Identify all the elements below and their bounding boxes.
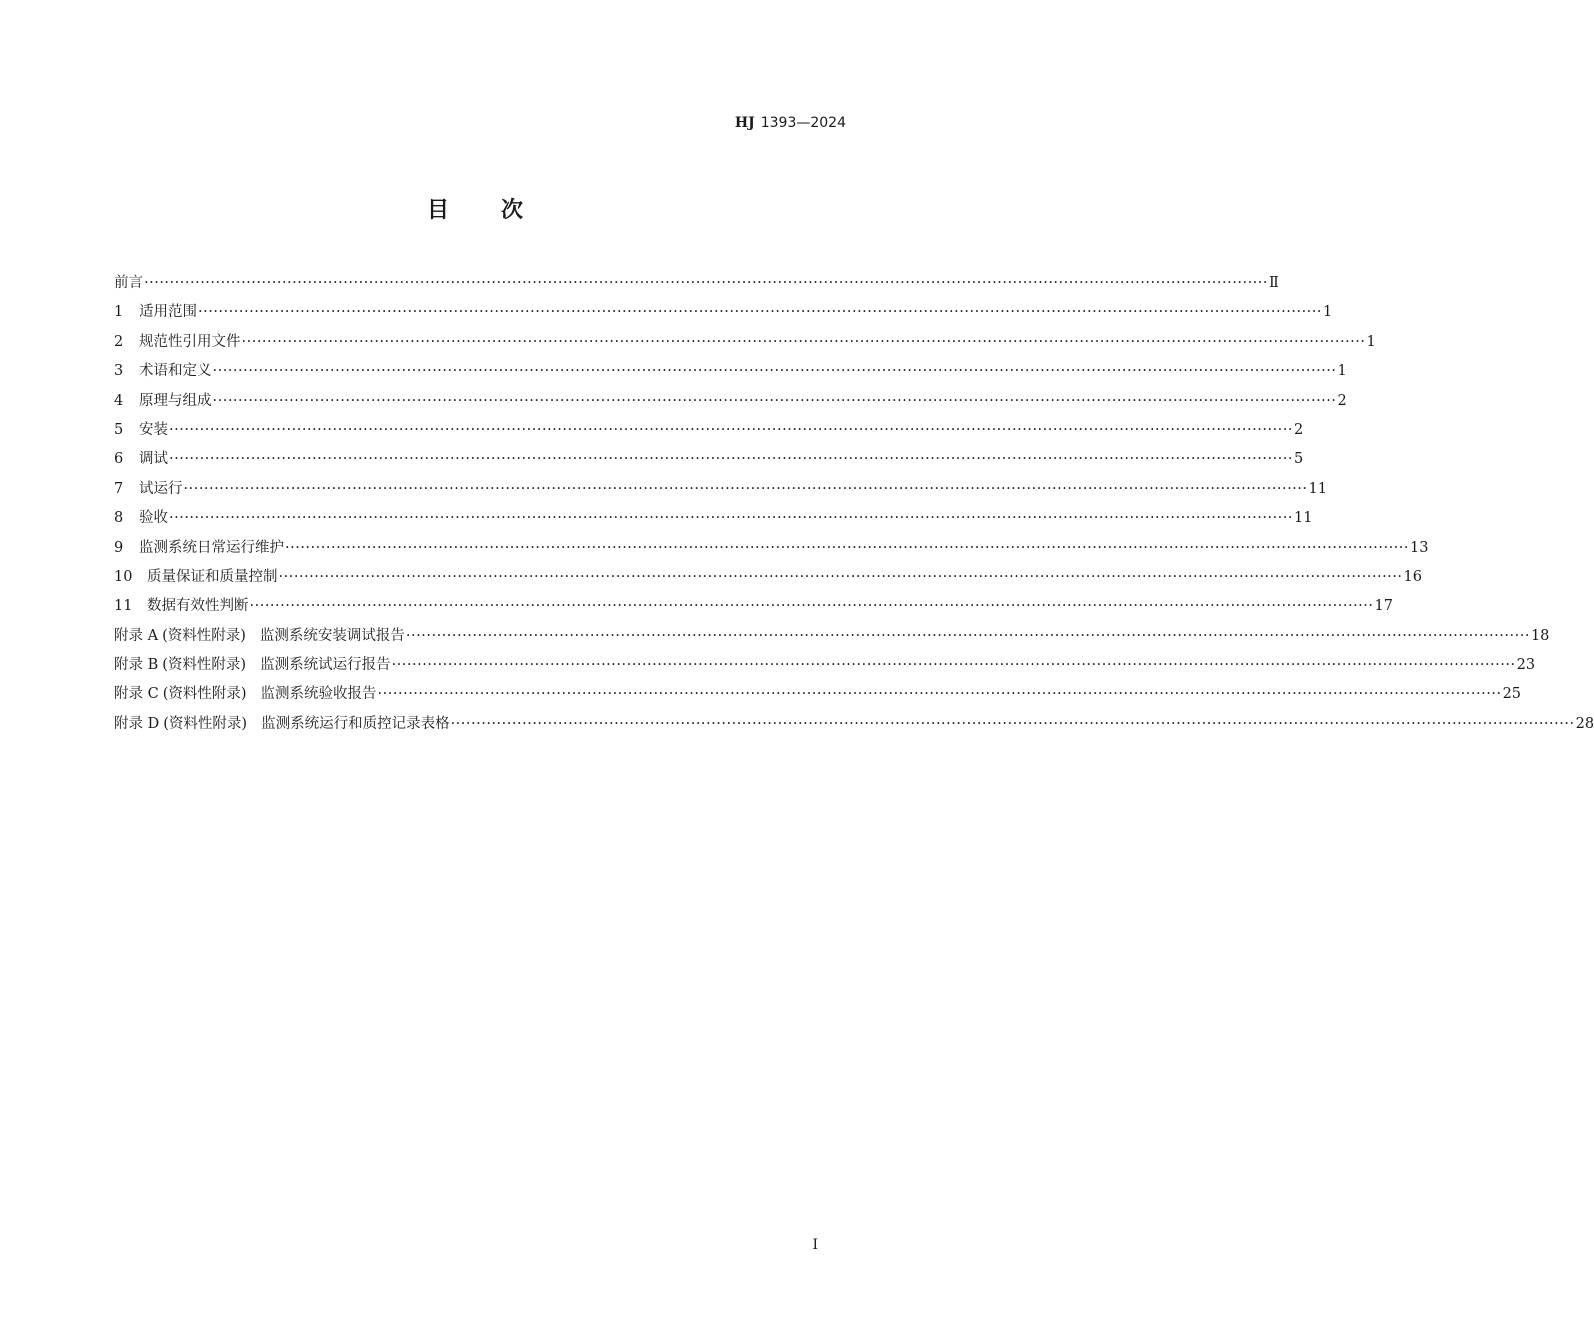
toc-entry-label: 规范性引用文件 bbox=[139, 333, 241, 350]
toc-entry-page: 18 bbox=[1530, 627, 1550, 644]
toc-entry-number: 6 bbox=[114, 451, 124, 468]
toc-entry-10[interactable] bbox=[114, 563, 1422, 592]
toc-entry-label: 质量保证和质量控制 bbox=[147, 568, 278, 585]
appendix-label: 附录 C bbox=[114, 686, 159, 703]
dot-leader: ···························································································································································································································· bbox=[144, 275, 1269, 291]
toc-entry-page: 17 bbox=[1374, 598, 1393, 615]
toc-entry-page: 25 bbox=[1502, 686, 1522, 703]
dot-leader: ···························································································································································································································· bbox=[278, 568, 1403, 585]
toc-appendix-b[interactable] bbox=[114, 651, 1536, 680]
toc-entry-9[interactable] bbox=[114, 534, 1429, 563]
standard-code bbox=[735, 114, 846, 132]
toc-entry-label: 调试 bbox=[139, 451, 168, 468]
toc-entry-6[interactable] bbox=[114, 445, 1304, 474]
toc-entry-page: 11 bbox=[1294, 510, 1313, 527]
toc-entry-label: 适用范围 bbox=[139, 304, 197, 321]
toc-appendix-c[interactable] bbox=[114, 680, 1522, 709]
toc-entry-number: 4 bbox=[114, 392, 124, 409]
appendix-title: 监测系统试运行报告 bbox=[260, 657, 391, 674]
dot-leader: ···························································································································································································································· bbox=[391, 657, 1516, 674]
dot-leader: ···························································································································································································································· bbox=[212, 363, 1337, 380]
toc-entry-label: 原理与组成 bbox=[139, 392, 212, 409]
toc-entry-number: 2 bbox=[114, 333, 124, 350]
appendix-label: 附录 A bbox=[114, 627, 159, 644]
toc-entry-number: 10 bbox=[114, 568, 133, 585]
toc-entry-4[interactable] bbox=[114, 387, 1347, 416]
appendix-title: 监测系统验收报告 bbox=[260, 686, 377, 703]
dot-leader: ···························································································································································································································· bbox=[405, 627, 1530, 644]
toc-entry-label: 试运行 bbox=[139, 480, 183, 497]
toc-entry-page: 23 bbox=[1516, 657, 1536, 674]
toc-title: 目次 bbox=[426, 198, 575, 223]
toc-entry-7[interactable] bbox=[114, 475, 1327, 504]
toc-list bbox=[114, 269, 1594, 739]
toc-appendix-d[interactable] bbox=[114, 710, 1594, 739]
dot-leader: ···························································································································································································································· bbox=[249, 598, 1374, 615]
toc-entry-page: 1 bbox=[1337, 363, 1347, 380]
toc-entry-label: 监测系统日常运行维护 bbox=[139, 539, 284, 556]
toc-entry-page: Ⅱ bbox=[1269, 275, 1279, 291]
toc-entry-3[interactable] bbox=[114, 357, 1347, 386]
toc-entry-label: 术语和定义 bbox=[139, 363, 212, 380]
toc-entry-label: 前言 bbox=[114, 275, 143, 291]
toc-entry-number: 7 bbox=[114, 480, 124, 497]
page-number: I bbox=[812, 1237, 818, 1253]
dot-leader: ···························································································································································································································· bbox=[212, 392, 1337, 409]
toc-entry-label: 验收 bbox=[139, 510, 168, 527]
toc-entry-2[interactable] bbox=[114, 328, 1376, 357]
toc-entry-5[interactable] bbox=[114, 416, 1304, 445]
toc-entry-page: 5 bbox=[1294, 451, 1304, 468]
toc-entry-1[interactable] bbox=[114, 298, 1333, 327]
dot-leader: ···························································································································································································································· bbox=[450, 715, 1575, 732]
toc-entry-number: 8 bbox=[114, 510, 124, 527]
toc-entry-page: 16 bbox=[1403, 568, 1422, 585]
appendix-title: 监测系统安装调试报告 bbox=[259, 627, 405, 644]
toc-entry-number: 9 bbox=[114, 539, 124, 556]
appendix-label: 附录 B bbox=[114, 657, 159, 674]
dot-leader: ···························································································································································································································· bbox=[169, 510, 1294, 527]
toc-entry-label: 数据有效性判断 bbox=[147, 598, 249, 615]
toc-entry-page: 28 bbox=[1575, 715, 1594, 732]
toc-entry-page: 2 bbox=[1337, 392, 1347, 409]
toc-entry-number: 5 bbox=[114, 421, 124, 438]
toc-entry-label: 安装 bbox=[139, 421, 168, 438]
dot-leader: ···························································································································································································································· bbox=[377, 686, 1502, 703]
toc-entry-8[interactable] bbox=[114, 504, 1313, 533]
dot-leader: ···························································································································································································································· bbox=[183, 480, 1308, 497]
appendix-title: 监测系统运行和质控记录表格 bbox=[261, 715, 450, 732]
toc-entry-page: 2 bbox=[1294, 421, 1304, 438]
appendix-classification: (资料性附录) bbox=[163, 715, 248, 732]
standard-prefix: HJ bbox=[734, 115, 755, 131]
toc-entry-number: 1 bbox=[114, 304, 124, 321]
dot-leader: ···························································································································································································································· bbox=[241, 333, 1366, 350]
standard-number: 1393—2024 bbox=[760, 115, 846, 131]
toc-entry-11[interactable] bbox=[114, 592, 1393, 621]
toc-entry-number: 3 bbox=[114, 363, 124, 380]
toc-appendix-a[interactable] bbox=[114, 622, 1550, 651]
toc-entry-page: 11 bbox=[1308, 480, 1327, 497]
toc-entry-foreword[interactable] bbox=[114, 269, 1279, 298]
appendix-classification: (资料性附录) bbox=[162, 627, 246, 644]
toc-entry-page: 13 bbox=[1410, 539, 1429, 556]
dot-leader: ···························································································································································································································· bbox=[198, 304, 1323, 321]
toc-entry-page: 1 bbox=[1366, 333, 1376, 350]
dot-leader: ···························································································································································································································· bbox=[169, 421, 1294, 438]
appendix-classification: (资料性附录) bbox=[162, 686, 247, 703]
appendix-classification: (资料性附录) bbox=[162, 657, 247, 674]
dot-leader: ···························································································································································································································· bbox=[285, 539, 1410, 556]
toc-entry-number: 11 bbox=[114, 598, 133, 615]
toc-entry-page: 1 bbox=[1323, 304, 1333, 321]
dot-leader: ···························································································································································································································· bbox=[169, 451, 1294, 468]
appendix-label: 附录 D bbox=[114, 715, 160, 732]
